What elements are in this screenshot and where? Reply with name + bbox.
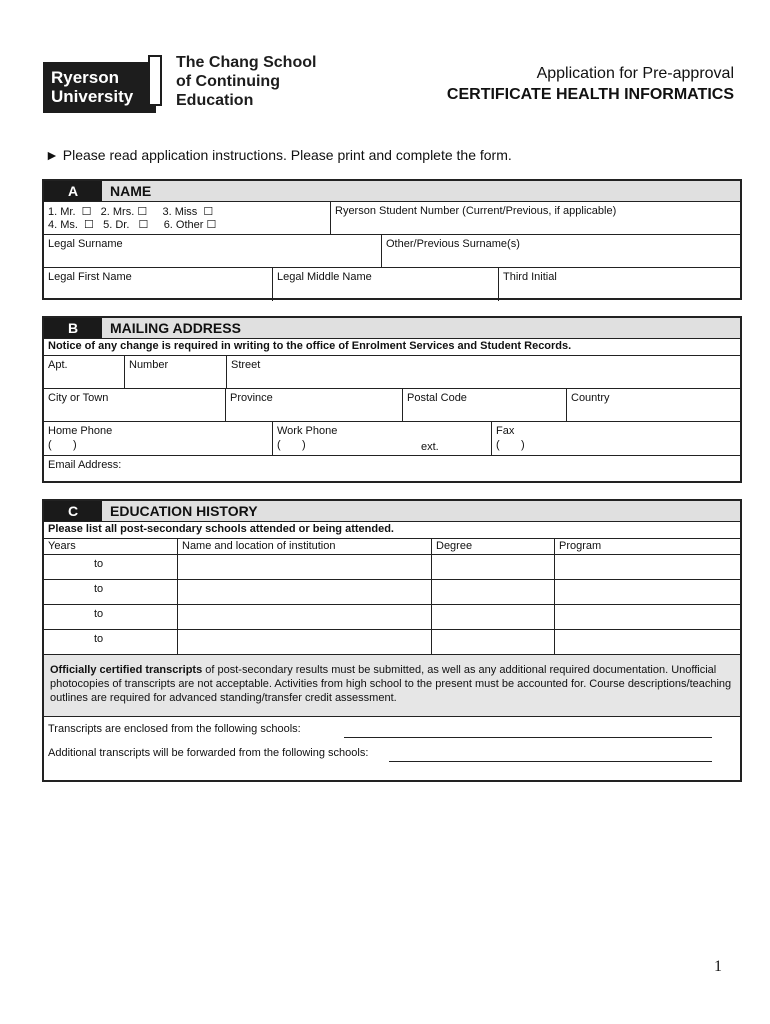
years-header: Years (48, 540, 76, 552)
degree-field[interactable] (431, 580, 554, 604)
country-field[interactable] (566, 389, 740, 421)
years-field[interactable] (44, 605, 177, 629)
school-line-3: Education (176, 92, 254, 109)
surname-row (44, 235, 740, 268)
enclosed-label: Transcripts are enclosed from the following schools: (48, 723, 301, 735)
page-number: 1 (714, 958, 722, 975)
legal-first-name-field[interactable] (44, 268, 272, 301)
institution-field[interactable] (177, 630, 431, 654)
section-letter: C (44, 501, 102, 521)
certificate-title: CERTIFICATE HEALTH INFORMATICS (446, 86, 734, 103)
logo-bar-icon (148, 55, 162, 106)
third-initial-field[interactable] (498, 268, 740, 301)
legal-middle-name-label: Legal Middle Name (277, 271, 372, 283)
institution-field[interactable] (177, 605, 431, 629)
legal-first-name-label: Legal First Name (48, 271, 132, 283)
logo-line-1: Ryerson (51, 68, 120, 87)
transcripts-schools (44, 717, 740, 775)
student-number-field[interactable] (330, 202, 740, 234)
ryerson-logo (43, 62, 156, 113)
legal-middle-name-field[interactable] (272, 268, 498, 301)
to-label: to (94, 633, 104, 645)
home-phone-area: ( ) (48, 439, 77, 451)
education-row (44, 580, 740, 605)
section-mailing-address (42, 316, 742, 483)
education-row (44, 555, 740, 580)
country-label: Country (571, 392, 610, 404)
to-label: to (94, 583, 104, 595)
years-field[interactable] (44, 555, 177, 579)
section-header (44, 501, 740, 522)
years-field[interactable] (44, 580, 177, 604)
email-label: Email Address: (48, 459, 122, 471)
logo-line-2: University (51, 87, 134, 106)
work-phone-field[interactable] (272, 422, 491, 455)
section-title: NAME (110, 183, 152, 199)
transcripts-notice (44, 655, 740, 717)
number-label: Number (129, 359, 169, 371)
degree-field[interactable] (431, 605, 554, 629)
school-line-1: The Chang School (176, 54, 317, 71)
section-header (44, 181, 740, 202)
section-title: EDUCATION HISTORY (110, 503, 258, 519)
city-row (44, 389, 740, 422)
postal-code-field[interactable] (402, 389, 566, 421)
transcripts-text: of post-secondary results must be submitted, as well as any additional required documentation. Unofficial photocopies of transcripts are not acceptable. Activities from high school to the present must be accounted for. Course descriptions/teaching outlines are required for advanced standing/transfer credit assessment. (50, 664, 732, 704)
first-name-row (44, 268, 740, 301)
province-label: Province (230, 392, 273, 404)
program-field[interactable] (554, 630, 740, 654)
address-notice: Notice of any change is required in writing to the office of Enrolment Services and Student Records. (44, 339, 740, 356)
form-title: Application for Pre-approval (536, 65, 734, 82)
instructions: ► Please read application instructions. Please print and complete the form. (45, 147, 512, 163)
street-field[interactable] (226, 356, 740, 388)
title-checkboxes[interactable] (44, 202, 330, 234)
home-phone-field[interactable] (44, 422, 272, 455)
other-surname-label: Other/Previous Surname(s) (386, 238, 520, 250)
section-letter: B (44, 318, 102, 338)
school-name (176, 53, 316, 110)
fax-area: ( ) (496, 439, 525, 451)
degree-field[interactable] (431, 630, 554, 654)
apt-label: Apt. (48, 359, 68, 371)
transcripts-bold: Officially certified transcripts (50, 664, 203, 676)
home-phone-label: Home Phone (48, 425, 113, 437)
third-initial-label: Third Initial (503, 271, 557, 283)
to-label: to (94, 608, 104, 620)
years-field[interactable] (44, 630, 177, 654)
titles-row (44, 202, 740, 235)
postal-code-label: Postal Code (407, 392, 467, 404)
program-field[interactable] (554, 555, 740, 579)
work-phone-area: ( ) (277, 439, 306, 451)
degree-field[interactable] (431, 555, 554, 579)
education-notice: Please list all post-secondary schools attended or being attended. (44, 522, 740, 539)
education-header-row (44, 539, 740, 555)
legal-surname-label: Legal Surname (48, 238, 123, 250)
province-field[interactable] (225, 389, 402, 421)
city-field[interactable] (44, 389, 225, 421)
section-header (44, 318, 740, 339)
street-label: Street (231, 359, 261, 371)
other-surname-field[interactable] (381, 235, 740, 267)
student-number-label: Ryerson Student Number (Current/Previous, if applicable) (335, 205, 617, 217)
institution-field[interactable] (177, 580, 431, 604)
legal-surname-field[interactable] (44, 235, 381, 267)
enclosed-line[interactable] (344, 737, 712, 738)
email-field[interactable] (44, 456, 740, 487)
phone-row (44, 422, 740, 456)
school-line-2: of Continuing (176, 73, 280, 90)
number-field[interactable] (124, 356, 226, 388)
email-row (44, 456, 740, 487)
ext-label: ext. (421, 441, 439, 453)
education-row (44, 605, 740, 630)
titles-line-1: 1. Mr. ☐ 2. Mrs. ☐ 3. Miss ☐ (48, 206, 214, 218)
street-row (44, 356, 740, 389)
apt-field[interactable] (44, 356, 124, 388)
program-field[interactable] (554, 605, 740, 629)
section-letter: A (44, 181, 102, 201)
section-name (42, 179, 742, 300)
program-field[interactable] (554, 580, 740, 604)
forwarded-line[interactable] (389, 761, 712, 762)
section-title: MAILING ADDRESS (110, 320, 241, 336)
fax-field[interactable] (491, 422, 740, 455)
program-header: Program (554, 539, 740, 554)
institution-field[interactable] (177, 555, 431, 579)
forwarded-label: Additional transcripts will be forwarded from the following schools: (48, 747, 369, 759)
degree-header: Degree (431, 539, 554, 554)
city-label: City or Town (48, 392, 109, 404)
work-phone-label: Work Phone (277, 425, 338, 437)
to-label: to (94, 558, 104, 570)
education-row (44, 630, 740, 655)
section-education-history (42, 499, 742, 782)
fax-label: Fax (496, 425, 515, 437)
institution-header: Name and location of institution (177, 539, 431, 554)
titles-line-2: 4. Ms. ☐ 5. Dr. ☐ 6. Other ☐ (48, 219, 217, 231)
